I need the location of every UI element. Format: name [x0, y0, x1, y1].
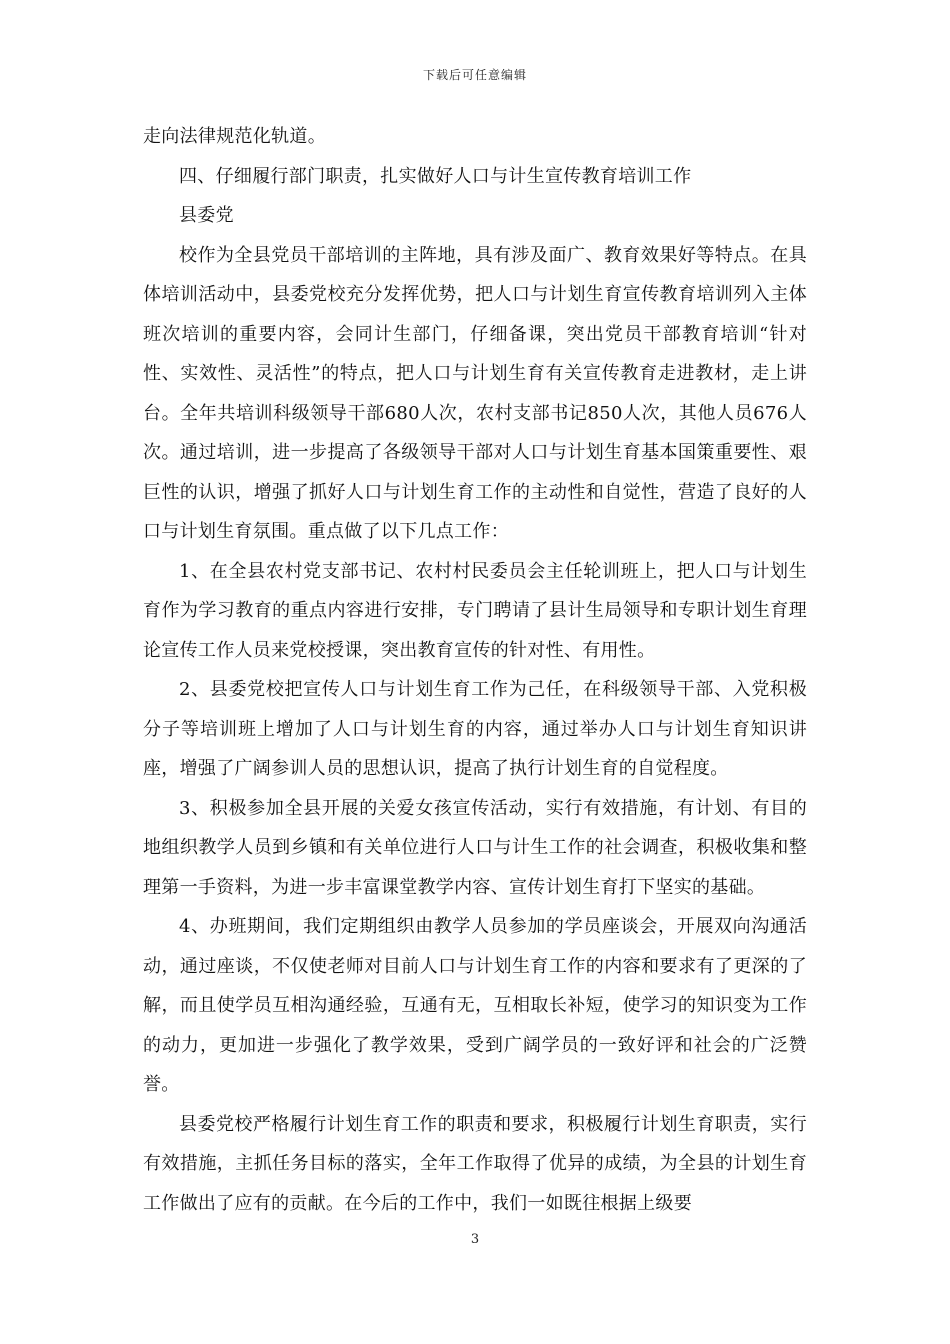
paragraph-fragment: 县委党: [179, 205, 234, 226]
page-number: 3: [470, 1232, 480, 1247]
paragraph-item-2: 2、县委党校把宣传人口与计划生育工作为己任，在科级领导干部、入党积极分子等培训班上增加了人口与计划生育的内容，通过举办人口与计划生育知识讲座，增强了广阔参训人员的思想认识，提高了执行计划生育的自觉程度。: [143, 679, 807, 779]
paragraph-item-1: 1、在全县农村党支部书记、农村村民委员会主任轮训班上，把人口与计划生育作为学习教育的重点内容进行安排，专门聘请了县计生局领导和专职计划生育理论宣传工作人员来党校授课，突出教育宣传的针对性、有用性。: [143, 560, 807, 661]
paragraph-item-3: 3、积极参加全县开展的关爱女孩宣传活动，实行有效措施，有计划、有目的地组织教学人员到乡镇和有关单位进行人口与计生工作的社会调查，积极收集和整理第一手资料，为进一步丰富课堂教学内容、宣传计划生育打下坚实的基础。: [143, 797, 807, 898]
body-text: [143, 117, 807, 1223]
paragraph-summary: 县委党校严格履行计划生育工作的职责和要求，积极履行计划生育职责，实行有效措施，主抓任务目标的落实，全年工作取得了优异的成绩，为全县的计划生育工作做出了应有的贡献。在今后的工作中，我们一如既往根据上级要: [143, 1113, 807, 1214]
paragraph-item-4: 4、办班期间，我们定期组织由教学人员参加的学员座谈会，开展双向沟通活动，通过座谈，不仅使老师对目前人口与计划生育工作的内容和要求有了更深的了解，而且使学员互相沟通经验，互通有无，互相取长补短，使学习的知识变为工作的动力，更加进一步强化了教学效果，受到广阔学员的一致好评和社会的广泛赞誉。: [143, 916, 807, 1095]
paragraph-intro: 校作为全县党员干部培训的主阵地，具有涉及面广、教育效果好等特点。在具体培训活动中，县委党校充分发挥优势，把人口与计划生育宣传教育培训列入主体班次培训的重要内容，会同计生部门，仔细备课，突出党员干部教育培训“针对性、实效性、灵活性”的特点，把人口与计划生育有关宣传教育走进教材，走上讲台。全年共培训科级领导干部680人次，农村支部书记850人次，其他人员676人次。通过培训，进一步提高了各级领导干部对人口与计划生育基本国策重要性、艰巨性的认识，增强了抓好人口与计划生育工作的主动性和自觉性，营造了良好的人口与计划生育氛围。重点做了以下几点工作：: [143, 244, 807, 542]
page-header: 下载后可任意编辑: [422, 68, 527, 82]
section-heading: 四、仔细履行部门职责，扎实做好人口与计生宣传教育培训工作: [179, 165, 692, 187]
paragraph-continuation: 走向法律规范化轨道。: [143, 126, 326, 147]
